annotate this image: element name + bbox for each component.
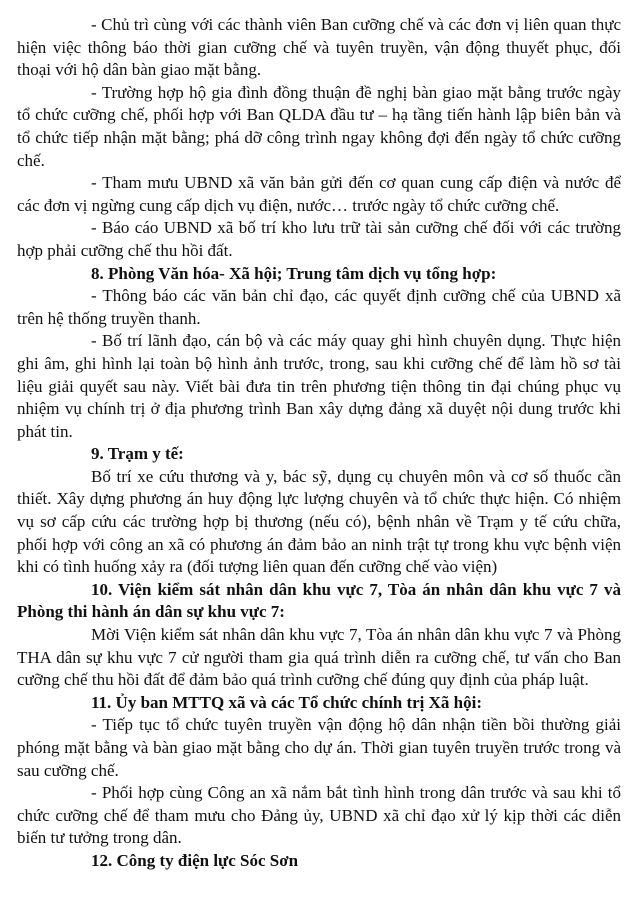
document-page	[17, 14, 621, 873]
section-heading: 9. Trạm y tế:	[91, 444, 184, 464]
paragraph-text: Mời Viện kiểm sát nhân dân khu vực 7, Tòa án nhân dân khu vực 7 và Phòng THA dân sự khu vực 7 cử người tham gia quá trình diễn ra cưỡng chế, tư vấn cho Ban cưỡng chế thu hồi đất để đảm bảo quá trình cưỡng chế đúng quy định của pháp luật.	[17, 625, 621, 690]
section-heading: 11. Ủy ban MTTQ xã và các Tổ chức chính trị Xã hội:	[91, 692, 482, 712]
paragraph-text: Bố trí xe cứu thương và y, bác sỹ, dụng cụ chuyên môn và cơ số thuốc cần thiết. Xây dựng phương án huy động lực lượng chuyên và tổ chức thực hiện. Có nhiệm vụ sơ cấp cứu các trường hợp bị thương (nếu có), bệnh nhân về Trạm y tế cứu chữa, phối hợp với công an xã có phương án đảm bảo an ninh trật tự trong khu vực bệnh viện khi có tình huống xảy ra (đối tượng liên quan đến cưỡng chế vào viện)	[17, 466, 621, 577]
section-heading: 12. Công ty điện lực Sóc Sơn	[91, 850, 299, 870]
paragraph-text: - Tham mưu UBND xã văn bản gửi đến cơ quan cung cấp điện và nước để các đơn vị ngừng cung cấp dịch vụ điện, nước… trước ngày tổ chức cưỡng chế.	[17, 173, 621, 215]
paragraph-text: - Phối hợp cùng Công an xã nắm bắt tình hình trong dân trước và sau khi tổ chức cưỡng chế để tham mưu cho Đảng ủy, UBND xã chỉ đạo xử lý kịp thời các diễn biến tư tưởng trong dân.	[17, 783, 621, 848]
section-heading: 8. Phòng Văn hóa- Xã hội; Trung tâm dịch vụ tổng hợp:	[91, 263, 497, 283]
section-heading: 10. Viện kiểm sát nhân dân khu vực 7, Tòa án nhân dân khu vực 7 và Phòng thi hành án dân sự khu vực 7:	[17, 579, 621, 622]
paragraph-text: - Báo cáo UBND xã bố trí kho lưu trữ tài sản cưỡng chế đối với các trường hợp phải cưỡng chế thu hồi đất.	[17, 218, 621, 260]
paragraph-text: - Chủ trì cùng với các thành viên Ban cưỡng chế và các đơn vị liên quan thực hiện việc thông báo thời gian cưỡng chế và tuyên truyền, vận động thuyết phục, đối thoại với hộ dân bàn giao mặt bằng.	[17, 15, 621, 80]
paragraph-text: - Bố trí lãnh đạo, cán bộ và các máy quay ghi hình chuyên dụng. Thực hiện ghi âm, ghi hình lại toàn bộ hình ảnh trước, trong, sau khi cưỡng chế để làm hồ sơ tài liệu giải quyết sau này. Viết bài đưa tin trên phương tiện thông tin đại chúng phục vụ nhiệm vụ chính trị ở địa phương trình Ban xây dựng đảng xã duyệt nội dung trước khi phát tin.	[17, 331, 621, 441]
paragraph-text: - Tiếp tục tổ chức tuyên truyền vận động hộ dân nhận tiền bồi thường giải phóng mặt bằng và bàn giao mặt bằng cho dự án. Thời gian tuyên truyền trước trong và sau cưỡng chế.	[17, 715, 621, 780]
paragraph-text: - Trường hợp hộ gia đình đồng thuận đề nghị bàn giao mặt bằng trước ngày tổ chức cưỡng chế, phối hợp với Ban QLDA đầu tư – hạ tầng tiến hành lập biên bản và tổ chức tiếp nhận mặt bằng; phá dỡ công trình ngay không đợi đến ngày tổ chức cưỡng chế.	[17, 82, 621, 170]
paragraph-text: - Thông báo các văn bản chỉ đạo, các quyết định cưỡng chế của UBND xã trên hệ thống truyền thanh.	[17, 286, 621, 328]
